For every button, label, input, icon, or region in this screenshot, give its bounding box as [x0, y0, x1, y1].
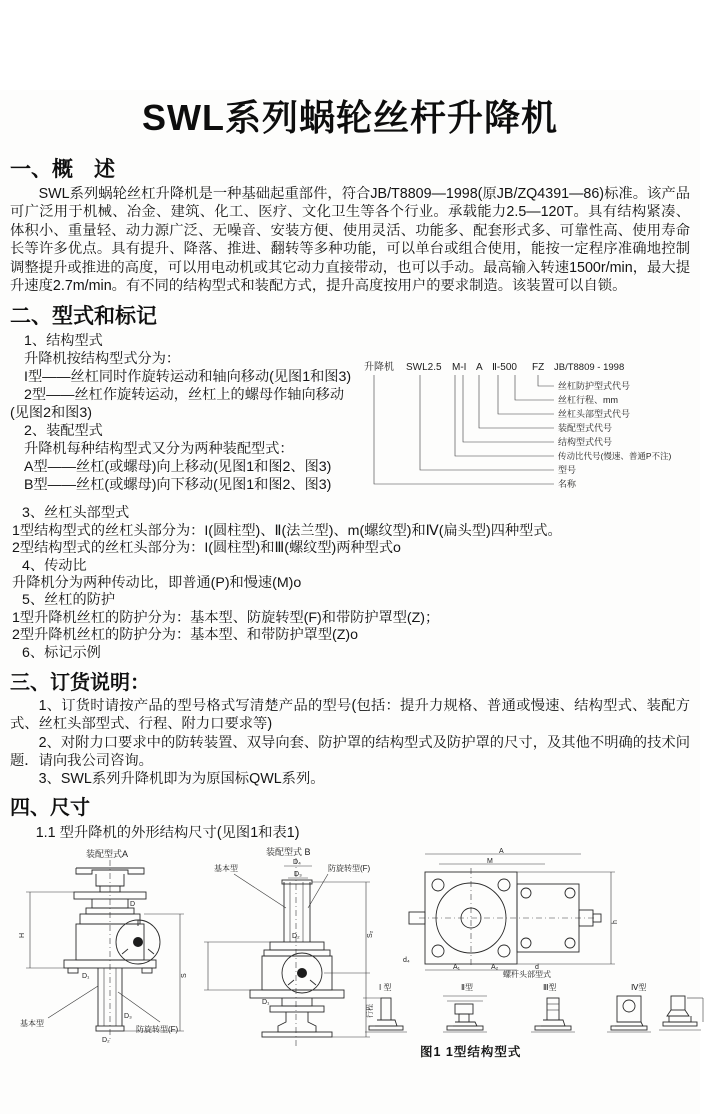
basic-type-label: 基本型 [20, 1019, 44, 1029]
list-item: I型——丝杠同时作旋转运动和轴向移动(见图1和图3) [24, 369, 352, 386]
list-item: 3、丝杠头部型式 [22, 505, 130, 522]
anti-rotation-label: 防旋转型(F) [136, 1025, 179, 1035]
list-item: A型——丝杠(或螺母)向上移动(见图1和图2、图3) [24, 459, 332, 476]
assembly-b-title: 装配型式 B [266, 847, 311, 858]
dim-label: D₁ [262, 999, 270, 1007]
head-type-label: Ⅳ型 [631, 983, 647, 993]
dim-label: S [181, 973, 188, 979]
dim-label: D₃ [124, 1013, 132, 1021]
head-type-label: Ⅲ型 [543, 983, 557, 993]
dim-label: D₁ [82, 973, 90, 981]
designation-diagram-svg [362, 356, 680, 504]
figure1-caption: 图1 1型结构型式 [420, 1045, 522, 1060]
dim-label: H [19, 933, 26, 939]
screw-head-types-drawing [355, 968, 705, 1042]
section4-heading: 四、尺寸 [10, 797, 90, 820]
designation-label: 型号 [558, 465, 577, 476]
list-item: 6、标记示例 [22, 644, 101, 661]
designation-diagram [362, 356, 680, 504]
document-title: SWL系列蜗轮丝杆升降机 [142, 97, 558, 138]
designation-head-stroke: Ⅱ-500 [492, 362, 517, 374]
designation-label: 装配型式代号 [558, 423, 613, 434]
dim-label: A₁ [453, 964, 461, 972]
ordering-note: 2、对附力口要求中的防转装置、双导向套、防护罩的结构型式及防护罩的尺寸，及其他不明确的技术问题．请向我公司咨询。 [10, 734, 690, 769]
list-item: 2型升降机丝杠的防护分为：基本型、和带防护罩型(Z)o [12, 627, 359, 644]
dim-label: D₂ [102, 1037, 110, 1045]
type-and-marking-block [10, 332, 690, 504]
anti-rotation-label: 防旋转型(F) [328, 864, 371, 874]
list-item: 2型结构型式的丝杠头部分为：I(圆柱型)和Ⅲ(螺纹型)两种型式o [12, 540, 401, 557]
assembly-a-drawing [18, 846, 196, 1054]
scanned-document-page [0, 90, 700, 1114]
head-types-title: 螺杆头部型式 [503, 970, 551, 980]
dim-label: D₃ [294, 871, 302, 879]
dim-label: d₄ [403, 957, 410, 965]
designation-label: 结构型式代号 [558, 437, 613, 448]
list-item: B型——丝杠(或螺母)向下移动(见图1和图2、图3) [24, 477, 332, 494]
structure-type-list [10, 332, 362, 494]
section3-heading: 三、订货说明： [10, 672, 150, 695]
designation-label: 传动比代号(慢速、普通P不注) [558, 451, 672, 462]
designation-protect: FZ [532, 362, 545, 374]
list-item: 2、装配型式 [24, 423, 103, 440]
basic-type-label: 基本型 [214, 864, 238, 874]
stroke-dim-label: 行程 [367, 1004, 374, 1019]
head-type-label: I 型 [379, 983, 392, 993]
list-item: 5、丝杠的防护 [22, 592, 116, 609]
designation-standard: JB/T8809 - 1998 [554, 362, 625, 374]
assembly-a-title: 装配型式A [86, 849, 129, 860]
designation-label: 丝杠行程、mm [558, 395, 618, 406]
dimension-subheading: 1.1 型升降机的外形结构尺寸(见图1和表1) [35, 825, 300, 842]
designation-name: 升降机 [364, 362, 394, 374]
designation-assembly: A [476, 362, 483, 374]
overview-paragraph: SWL系列蜗轮丝杠升降机是一种基础起重部件，符合JB/T8809—1998(原JB/ZQ4391—86)标准。该产品可广泛用于机械、冶金、建筑、化工、医疗、文化卫生等各个行业。承载能力2.5—120T。具有结构紧凑、体积小、重量轻、动力源广泛、无噪音、安装方便、使用灵活、功能多、配套形式多、可靠性高、使用寿命长等许多优点。具有提升、降落、推进、翻转等多种功能，可以单台或组合使用，能按一定程序准确地控制调整提升或推进的高度，可以用电动机或其它动力直接带动，也可以手动。最高输入转速1500r/min，最大提升速度2.7m/min。有不同的结构型式和装配方式，提升高度按用户的要求制造。该装置可以自锁。 [10, 186, 690, 295]
designation-label: 名称 [558, 479, 577, 490]
dim-label: A [499, 848, 504, 856]
list-item: 升降机按结构型式分为： [24, 351, 181, 368]
dim-label: A₂ [491, 964, 499, 972]
list-item: 4、传动比 [22, 557, 87, 574]
dim-label: D₄ [293, 859, 301, 867]
dim-label: D [130, 901, 136, 909]
list-item: 1、结构型式 [24, 333, 103, 350]
designation-ratio-struct: M-I [452, 362, 467, 374]
dim-label: d [535, 964, 539, 972]
list-item: 1型升降机丝杠的防护分为：基本型、防旋转型(F)和带防护罩型(Z)； [12, 609, 440, 626]
dim-label: M [487, 858, 493, 866]
designation-model: SWL2.5 [406, 362, 442, 374]
list-item: 1型结构型式的丝杠头部分为：I(圆柱型)、Ⅱ(法兰型)、m(螺纹型)和Ⅳ(扁头型)四种型式。 [12, 522, 562, 539]
dim-label: h [612, 920, 619, 925]
designation-label: 丝杠防护型式代号 [558, 381, 631, 392]
section2-heading: 二、型式和标记 [10, 305, 157, 329]
list-item: 升降机每种结构型式又分为两种装配型式： [24, 441, 294, 458]
head-type-label: Ⅱ型 [461, 983, 473, 993]
ordering-note: 1、订货时请按产品的型号格式写清楚产品的型号(包括：提升力规格、普通或慢速、结构型式、装配方式、丝杠头部型式、行程、附力口要求等) [10, 698, 690, 733]
list-item: 2型——丝杠作旋转运动，丝杠上的螺母作轴向移动(见图2和图3) [10, 387, 345, 422]
dim-label: D₂ [292, 933, 300, 941]
head-type-and-protection-list [10, 505, 690, 662]
figure1-area [10, 846, 690, 1064]
plan-view-drawing [395, 846, 655, 974]
list-item: 升降机分为两种传动比，即普通(P)和慢速(M)o [12, 575, 302, 592]
designation-label: 丝杠头部型式代号 [558, 409, 631, 420]
dim-label: S₂ [367, 930, 374, 939]
section1-heading: 一、概 述 [10, 158, 115, 181]
ordering-note: 3、SWL系列升降机即为为原国标QWL系列。 [38, 770, 325, 787]
